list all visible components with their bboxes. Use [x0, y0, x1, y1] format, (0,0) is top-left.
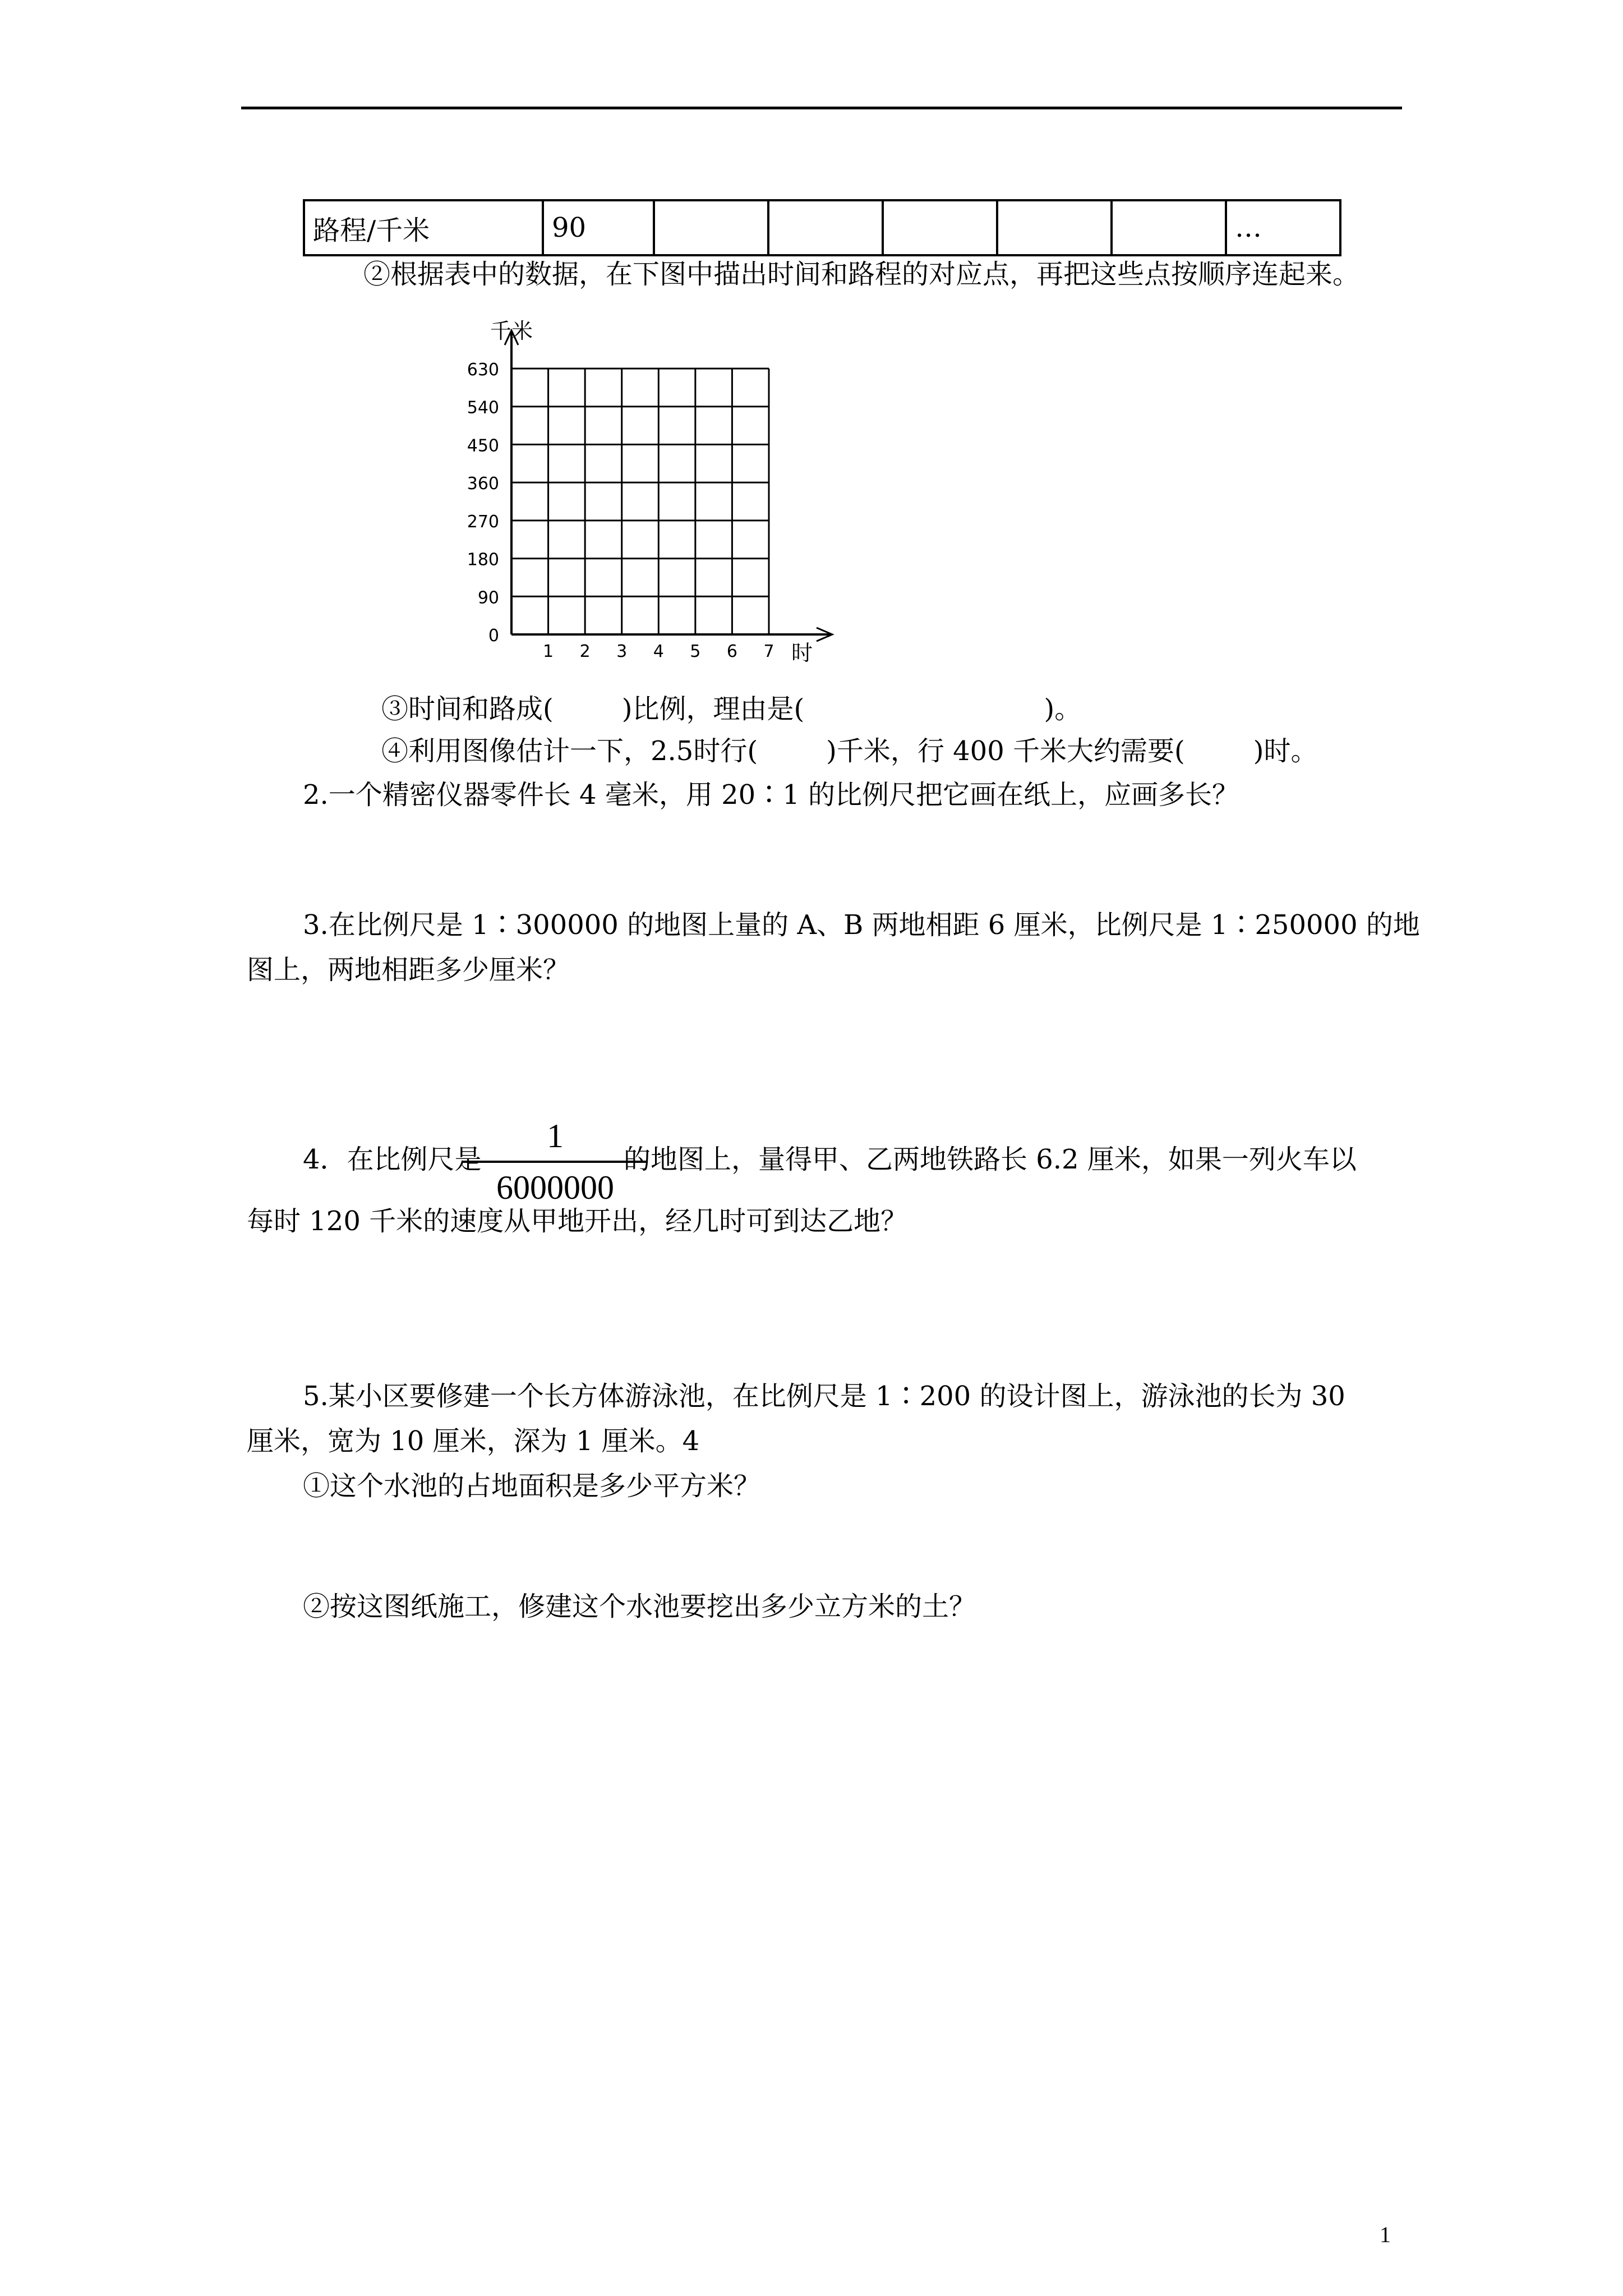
distance-table [303, 199, 1341, 256]
y-tick-label: 90 [477, 588, 499, 608]
x-tick-label: 1 [543, 642, 554, 661]
q1-part4-text: ④利用图像估计一下，2.5时行( )千米，行 400 千米大约需要( )时。 [381, 735, 1318, 767]
y-tick-label: 180 [467, 550, 499, 570]
scale-fraction [463, 1119, 648, 1214]
q5-part1: ①这个水池的占地面积是多少平方米？ [303, 1470, 761, 1502]
x-tick-label: 2 [579, 642, 591, 661]
table-cell [654, 200, 768, 255]
q3-line1: 3.在比例尺是 1∶300000 的地图上量的 A、B 两地相距 6 厘米，比例尺是 1∶250000 的地 [303, 909, 1420, 941]
table-row-label: 路程/千米 [304, 200, 543, 255]
table-cell-ellipsis: … [1226, 200, 1340, 255]
y-tick-label: 270 [467, 512, 499, 532]
y-tick-label: 450 [467, 436, 499, 456]
x-tick-label: 4 [653, 642, 664, 661]
q2-text: 2.一个精密仪器零件长 4 毫米，用 20∶1 的比例尺把它画在纸上，应画多长？ [303, 779, 1239, 811]
table-cell [1112, 200, 1226, 255]
q4-suffix: 的地图上，量得甲、乙两地铁路长 6.2 厘米，如果一列火车以 [624, 1144, 1357, 1175]
x-tick-label: 5 [690, 642, 701, 661]
table-cell [997, 200, 1112, 255]
q5-line1: 5.某小区要修建一个长方体游泳池，在比例尺是 1∶200 的设计图上，游泳池的长为 30 [303, 1381, 1345, 1412]
y-tick-label: 540 [467, 398, 499, 418]
time-distance-chart [463, 316, 850, 669]
y-tick-label: 360 [467, 474, 499, 494]
x-tick-label: 6 [726, 642, 737, 661]
q5-line2: 厘米，宽为 10 厘米，深为 1 厘米。4 [247, 1425, 700, 1457]
y-tick-label: 0 [488, 626, 499, 646]
y-tick-label: 630 [467, 360, 499, 380]
header-rule [241, 107, 1402, 109]
q5-part2: ②按这图纸施工，修建这个水池要挖出多少立方米的土？ [303, 1591, 976, 1622]
q1-part3-text: ③时间和路成( )比例，理由是( )。 [381, 693, 1082, 725]
table-row [304, 200, 1340, 255]
q1-part2-text: ②根据表中的数据，在下图中描出时间和路程的对应点，再把这些点按顺序连起来。 [363, 259, 1360, 290]
x-tick-label: 7 [763, 642, 774, 661]
fraction-bar [463, 1161, 648, 1163]
fraction-denominator: 6000000 [496, 1169, 614, 1206]
x-axis-label: 时 [791, 641, 813, 665]
table-cell [768, 200, 883, 255]
table-cell: 90 [543, 200, 654, 255]
page-number: 1 [1380, 2222, 1391, 2247]
fraction-numerator: 1 [547, 1117, 564, 1154]
q3-line2: 图上，两地相距多少厘米？ [247, 954, 570, 986]
table-cell [883, 200, 997, 255]
q4-line2: 每时 120 千米的速度从甲地开出，经几时可到达乙地？ [247, 1205, 908, 1237]
chart-svg [463, 316, 850, 669]
y-axis-label: 千米 [490, 319, 533, 343]
x-tick-label: 3 [616, 642, 628, 661]
q4-prefix: 4．在比例尺是 [303, 1144, 482, 1175]
